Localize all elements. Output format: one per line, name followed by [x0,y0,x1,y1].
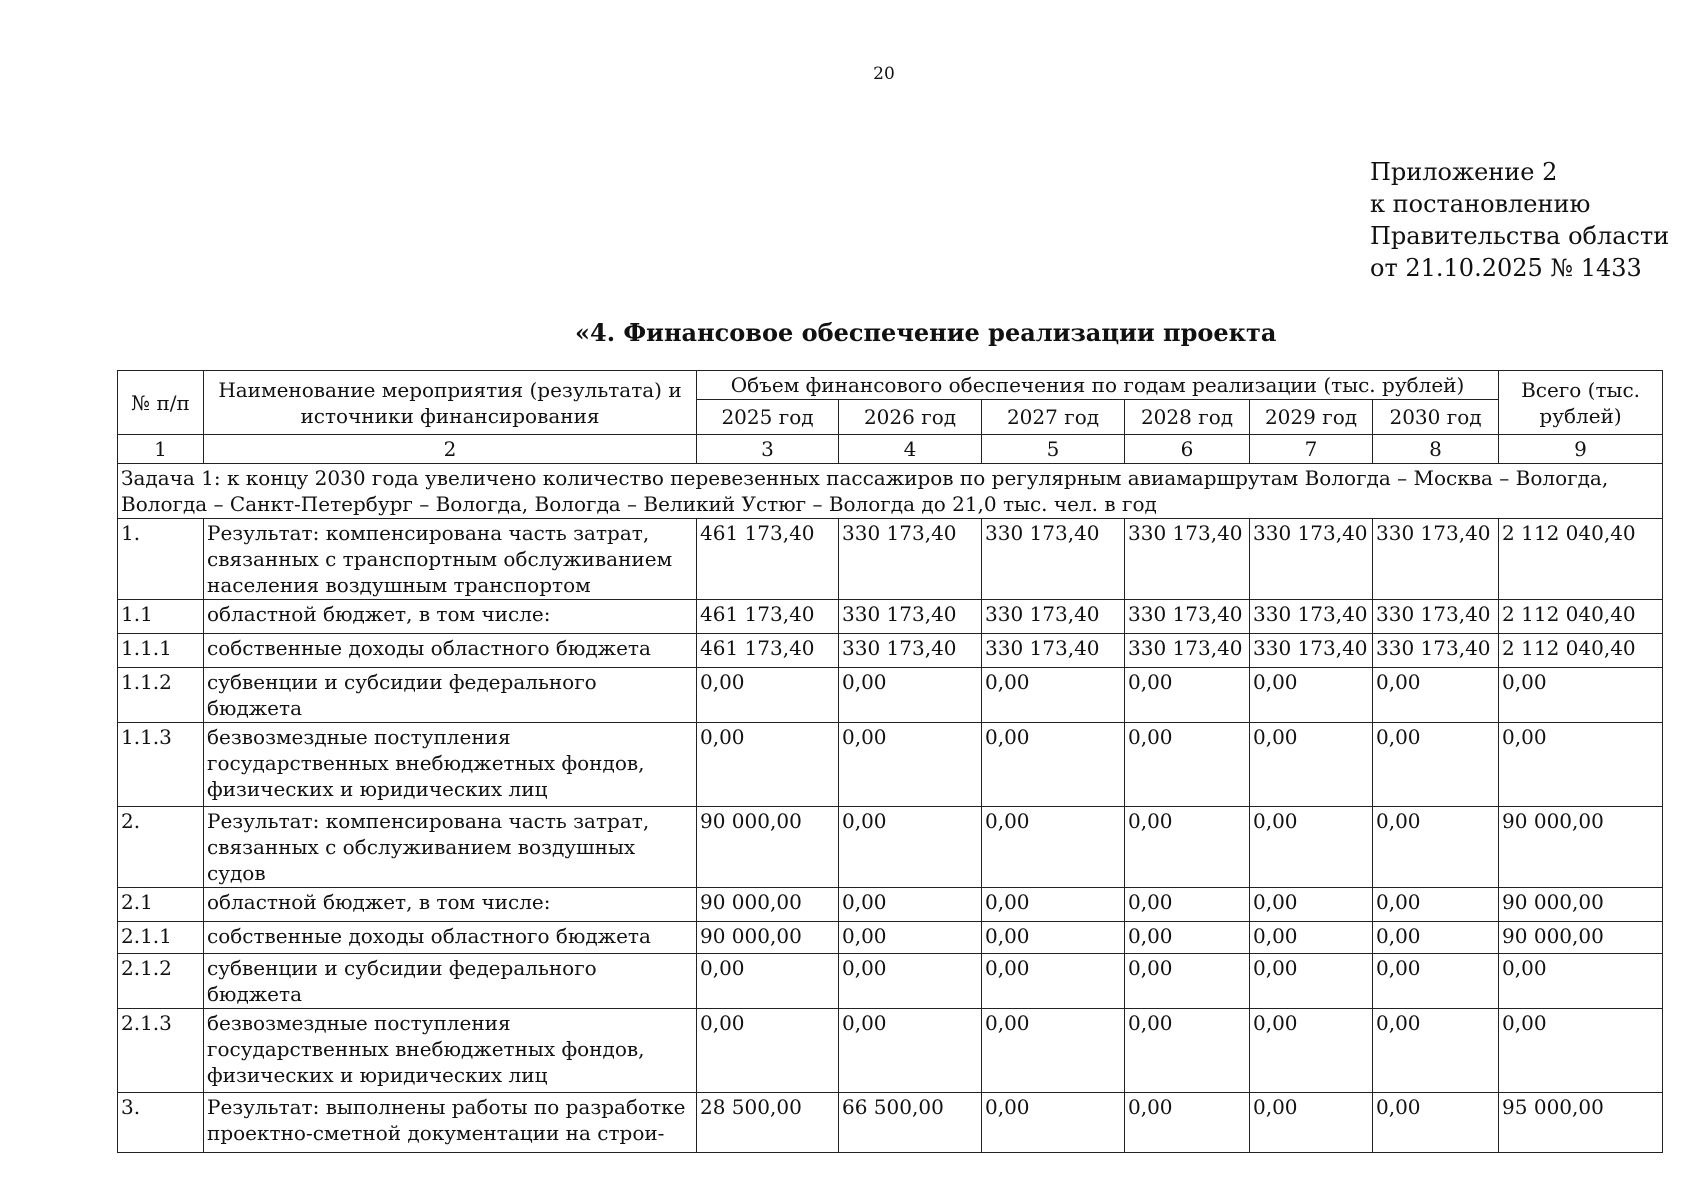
row-value: 28 500,00 [697,1093,839,1153]
row-value: 0,00 [1125,723,1250,807]
row-value: 330 173,40 [1373,600,1499,634]
row-number: 1.1 [118,600,204,634]
row-value: 461 173,40 [697,634,839,668]
row-total: 90 000,00 [1499,922,1663,954]
row-value: 0,00 [839,807,982,888]
row-value: 330 173,40 [1250,634,1373,668]
column-index: 8 [1373,435,1499,464]
row-value: 330 173,40 [1373,634,1499,668]
header-year: 2025 год [697,400,839,435]
section-title: «4. Финансовое обеспечение реализации проекта [575,318,1277,347]
row-value: 330 173,40 [1373,519,1499,600]
row-number: 2.1 [118,888,204,922]
column-index: 4 [839,435,982,464]
row-value: 0,00 [1250,888,1373,922]
row-value: 0,00 [1373,807,1499,888]
row-number: 2. [118,807,204,888]
row-value: 0,00 [697,668,839,723]
row-number: 2.1.3 [118,1009,204,1093]
page-number: 20 [873,64,895,84]
table-row [118,634,1663,668]
table-row [118,807,1663,888]
row-value: 0,00 [1373,1093,1499,1153]
row-value: 330 173,40 [1250,600,1373,634]
row-value: 0,00 [839,888,982,922]
row-value: 0,00 [1250,807,1373,888]
row-total: 2 112 040,40 [1499,634,1663,668]
row-value: 330 173,40 [839,600,982,634]
financing-table [117,370,1663,1153]
row-name: собственные доходы областного бюджета [204,634,697,668]
column-index: 1 [118,435,204,464]
row-value: 0,00 [697,954,839,1009]
row-number: 2.1.1 [118,922,204,954]
row-value: 330 173,40 [982,634,1125,668]
row-value: 461 173,40 [697,600,839,634]
row-value: 0,00 [1373,888,1499,922]
table-row [118,954,1663,1009]
header-year: 2029 год [1250,400,1373,435]
row-name: безвозмездные поступления государственных внебюджетных фондов, физических и юридических лиц [204,723,697,807]
row-number: 1.1.3 [118,723,204,807]
row-value: 0,00 [839,922,982,954]
appendix-line: от 21.10.2025 № 1433 [1370,254,1642,282]
row-number: 1.1.2 [118,668,204,723]
appendix-line: Приложение 2 [1370,158,1558,186]
table-row [118,922,1663,954]
row-value: 0,00 [839,723,982,807]
table-row [118,668,1663,723]
row-total: 0,00 [1499,668,1663,723]
row-value: 330 173,40 [839,634,982,668]
header-volume: Объем финансового обеспечения по годам реализации (тыс. рублей) [697,371,1499,400]
row-value: 0,00 [1125,668,1250,723]
column-index: 3 [697,435,839,464]
row-value: 0,00 [1125,1093,1250,1153]
row-value: 330 173,40 [1125,634,1250,668]
table-row [118,1009,1663,1093]
row-value: 330 173,40 [982,519,1125,600]
row-value: 0,00 [982,1009,1125,1093]
row-value: 0,00 [1250,1009,1373,1093]
row-value: 0,00 [1125,954,1250,1009]
row-value: 461 173,40 [697,519,839,600]
row-value: 0,00 [839,954,982,1009]
row-value: 330 173,40 [982,600,1125,634]
table-row [118,519,1663,600]
row-value: 0,00 [982,888,1125,922]
row-value: 0,00 [1250,954,1373,1009]
row-value: 0,00 [1125,922,1250,954]
column-index: 5 [982,435,1125,464]
row-value: 66 500,00 [839,1093,982,1153]
row-name: областной бюджет, в том числе: [204,888,697,922]
row-value: 0,00 [839,1009,982,1093]
column-index-row [118,435,1663,464]
row-value: 0,00 [1373,668,1499,723]
row-value: 0,00 [982,807,1125,888]
row-value: 0,00 [982,1093,1125,1153]
row-value: 330 173,40 [1125,600,1250,634]
row-value: 330 173,40 [1125,519,1250,600]
row-name: безвозмездные поступления государственных внебюджетных фондов, физических и юридических лиц [204,1009,697,1093]
row-value: 90 000,00 [697,807,839,888]
row-number: 2.1.2 [118,954,204,1009]
row-name: Результат: компенсирована часть затрат, связанных с транспортным обслуживанием населения воздушным транспортом [204,519,697,600]
row-name: субвенции и субсидии федерального бюджета [204,954,697,1009]
task-row [118,464,1663,519]
row-total: 95 000,00 [1499,1093,1663,1153]
header-year: 2030 год [1373,400,1499,435]
row-total: 2 112 040,40 [1499,519,1663,600]
header-year: 2026 год [839,400,982,435]
header-num: № п/п [118,371,204,435]
row-total: 90 000,00 [1499,807,1663,888]
table-row [118,888,1663,922]
row-value: 0,00 [1373,723,1499,807]
appendix-line: к постановлению [1370,190,1591,218]
table-row [118,1093,1663,1153]
row-value: 0,00 [1250,668,1373,723]
row-value: 0,00 [982,922,1125,954]
row-value: 0,00 [982,954,1125,1009]
row-value: 0,00 [1125,807,1250,888]
column-index: 6 [1125,435,1250,464]
row-name: областной бюджет, в том числе: [204,600,697,634]
appendix-reference [1370,156,1669,284]
appendix-line: Правительства области [1370,222,1670,250]
column-index: 2 [204,435,697,464]
header-total: Всего (тыс. рублей) [1499,371,1663,435]
table-row [118,600,1663,634]
row-total: 0,00 [1499,1009,1663,1093]
row-value: 0,00 [1373,922,1499,954]
row-total: 0,00 [1499,723,1663,807]
row-value: 330 173,40 [839,519,982,600]
row-value: 0,00 [1125,888,1250,922]
row-total: 2 112 040,40 [1499,600,1663,634]
row-value: 90 000,00 [697,922,839,954]
row-value: 0,00 [1373,954,1499,1009]
row-number: 1.1.1 [118,634,204,668]
row-name: собственные доходы областного бюджета [204,922,697,954]
task-text: Задача 1: к концу 2030 года увеличено количество перевезенных пассажиров по регулярным авиамаршрутам Вологда – Москва – Вологда, Вологда – Санкт-Петербург – Вологда, Вологда – Великий Устюг – Вологда до 21,0 тыс. чел. в год [118,464,1663,519]
row-value: 0,00 [1125,1009,1250,1093]
row-value: 0,00 [982,668,1125,723]
row-number: 1. [118,519,204,600]
row-value: 0,00 [1250,922,1373,954]
row-number: 3. [118,1093,204,1153]
table-row [118,723,1663,807]
row-value: 0,00 [1250,723,1373,807]
row-value: 330 173,40 [1250,519,1373,600]
row-value: 0,00 [1373,1009,1499,1093]
header-year: 2027 год [982,400,1125,435]
column-index: 9 [1499,435,1663,464]
column-index: 7 [1250,435,1373,464]
row-total: 90 000,00 [1499,888,1663,922]
row-total: 0,00 [1499,954,1663,1009]
row-value: 0,00 [839,668,982,723]
row-name: субвенции и субсидии федерального бюджета [204,668,697,723]
row-value: 90 000,00 [697,888,839,922]
header-year: 2028 год [1125,400,1250,435]
row-value: 0,00 [1250,1093,1373,1153]
row-value: 0,00 [982,723,1125,807]
row-name: Результат: выполнены работы по разработке проектно-сметной документации на строи- [204,1093,697,1153]
row-value: 0,00 [697,723,839,807]
row-name: Результат: компенсирована часть затрат, связанных с обслуживанием воздушных судов [204,807,697,888]
header-name: Наименование мероприятия (результата) и источники финансирования [204,371,697,435]
row-value: 0,00 [697,1009,839,1093]
